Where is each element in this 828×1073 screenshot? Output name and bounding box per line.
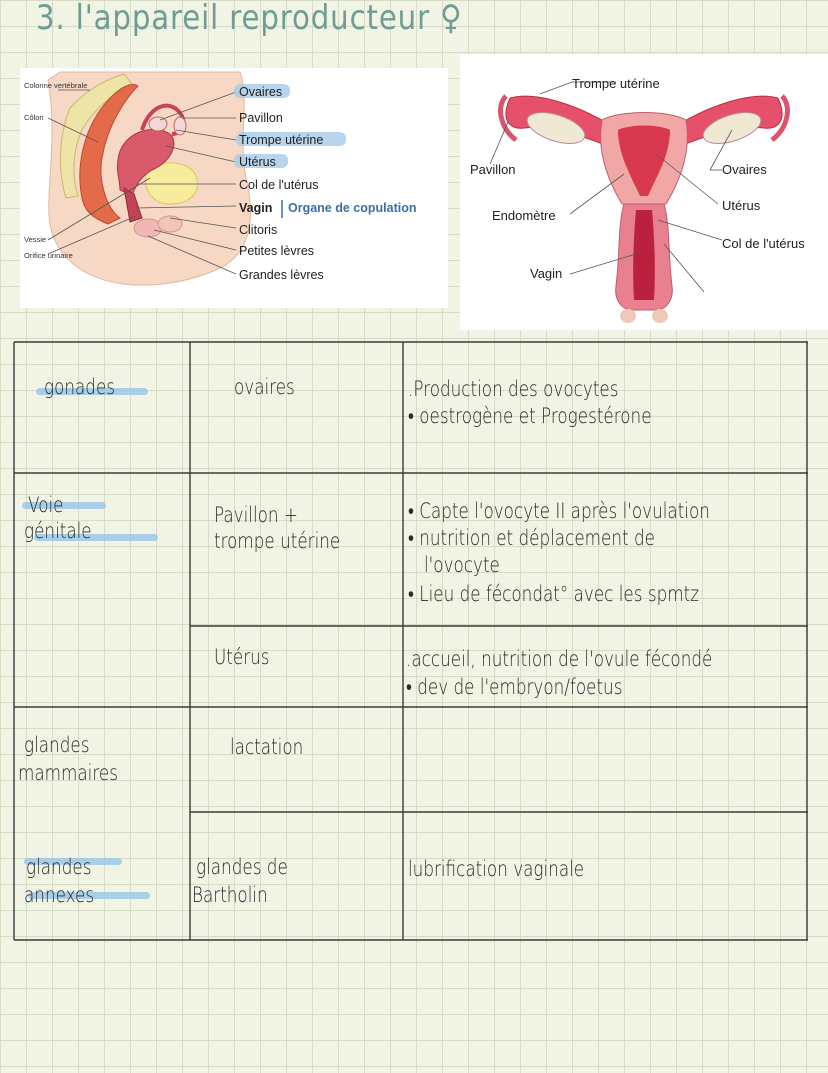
label-colon: Côlon	[24, 113, 44, 122]
cell-function-line: • Lieu de fécondat° avec les spmtz	[408, 582, 700, 606]
label-vessie: Vessie	[24, 235, 47, 244]
cell-organ-uterus: Utérus	[214, 645, 270, 669]
label-orifice: Orifice urinaire	[24, 251, 73, 260]
label-pavillon-r: Pavillon	[470, 162, 516, 177]
label-col: Col de l'utérus	[239, 178, 319, 192]
cell-group-glandes: glandes	[26, 855, 92, 879]
cell-function-line: • nutrition et déplacement de	[408, 526, 655, 550]
cell-organ-trompe: trompe utérine	[214, 529, 341, 553]
cell-function-line: .accueil, nutrition de l'ovule fécondé	[406, 647, 713, 671]
label-col-r: Col de l'utérus	[722, 236, 805, 251]
cell-group-voie: Voie	[28, 493, 64, 517]
cell-organ-lactation: lactation	[230, 735, 304, 759]
cell-organ-glandes-de: glandes de	[196, 855, 288, 879]
label-colonne: Colonne vertébrale	[24, 81, 88, 90]
label-ovaires-r: Ovaires	[722, 162, 767, 177]
cell-group-genitale: génitale	[24, 519, 92, 543]
cell-organ-pavillon: Pavillon +	[214, 503, 298, 527]
cell-organ-bartholin: Bartholin	[192, 883, 268, 907]
label-trompe-r: Trompe utérine	[572, 76, 660, 91]
cell-group-mammaires: mammaires	[18, 761, 118, 785]
cell-function-line: lubrification vaginale	[408, 857, 585, 881]
label-uterus-r: Utérus	[722, 198, 761, 213]
cell-function-line: • Capte l'ovocyte II après l'ovulation	[408, 499, 710, 523]
cell-function-line: .Production des ovocytes	[408, 377, 619, 401]
cell-function-line: • dev de l'embryon/foetus	[406, 675, 623, 699]
label-endometre-r: Endomètre	[492, 208, 556, 223]
label-trompe: Trompe utérine	[239, 133, 324, 147]
label-vagin: Vagin	[239, 201, 273, 215]
label-grandes-levres: Grandes lèvres	[239, 268, 324, 282]
label-ovaires: Ovaires	[239, 85, 283, 99]
cell-function-line: • oestrogène et Progestérone	[408, 404, 652, 428]
cell-organ-ovaires: ovaires	[234, 375, 295, 399]
cell-group-glandes: glandes	[24, 733, 90, 757]
label-clitoris: Clitoris	[239, 223, 278, 237]
label-copulation: Organe de copulation	[288, 201, 417, 215]
cell-group-gonades: gonades	[44, 375, 116, 399]
page-title: 3. l'appareil reproducteur ♀	[36, 0, 463, 38]
label-vagin-r: Vagin	[530, 266, 563, 281]
label-uterus: Utérus	[239, 155, 276, 169]
cell-group-annexes: annexes	[24, 883, 95, 907]
label-petites-levres: Petites lèvres	[239, 244, 315, 258]
cell-function-line: l'ovocyte	[424, 553, 500, 577]
label-pavillon: Pavillon	[239, 111, 283, 125]
